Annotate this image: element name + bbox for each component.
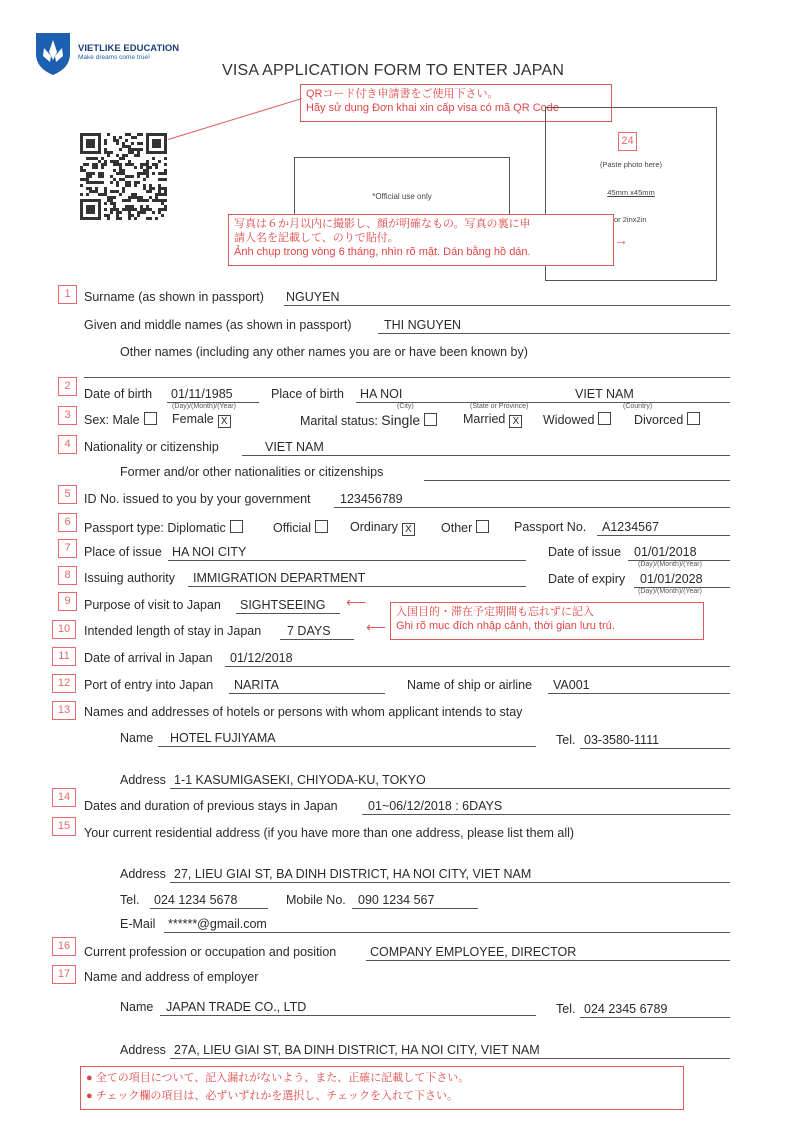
section-number-5: 5 [58, 485, 77, 504]
official-use-label: *Official use only [372, 192, 432, 201]
previous-stays-value[interactable]: 01~06/12/2018 : 6DAYS [368, 799, 503, 813]
female-label [172, 412, 231, 428]
section-number-24: 24 [618, 132, 637, 151]
other-names-underline[interactable] [84, 377, 730, 378]
port-of-entry-label: Port of entry into Japan [84, 678, 214, 692]
widowed-checkbox[interactable] [598, 412, 611, 425]
given-names-underline [378, 333, 730, 334]
ship-airline-label: Name of ship or airline [407, 678, 533, 692]
footer-note-2: ● チェック欄の項目は、必ずいずれかを選択し、チェックを入れて下さい。 [86, 1090, 459, 1102]
section-number-2: 2 [58, 377, 77, 396]
section-number-8: 8 [58, 566, 77, 585]
mobile-label: Mobile No. [286, 893, 346, 907]
stay-length-underline [280, 639, 354, 640]
hotel-address-underline [170, 788, 730, 789]
passport-type-official [273, 520, 328, 535]
photo-size-label: 45mm x45mm [607, 188, 655, 197]
widowed-label: Widowed [543, 413, 595, 427]
qr-code [80, 133, 170, 221]
stay-note-arrow-icon: ⟵ [366, 619, 387, 635]
port-of-entry-underline [229, 693, 385, 694]
qr-note-vi: Hãy sử dụng Đơn khai xin cấp visa có mã QR Code [306, 102, 560, 114]
hotels-label: Names and addresses of hotels or persons with whom applicant intends to stay [84, 705, 523, 719]
photo-note-jp-2: 請人名を記載して、のりで貼付。 [234, 232, 399, 244]
former-nationality-label: Former and/or other nationalities or citizenships [120, 465, 384, 479]
employer-tel-value[interactable]: 024 2345 6789 [584, 1002, 668, 1016]
email-label: E-Mail [120, 917, 156, 931]
arrival-date-underline [225, 666, 730, 667]
purpose-underline [236, 613, 340, 614]
hotel-tel-underline [580, 748, 730, 749]
nationality-value[interactable]: VIET NAM [265, 440, 324, 454]
date-of-issue-value[interactable]: 01/01/2018 [634, 545, 697, 559]
date-of-expiry-label: Date of expiry [548, 572, 626, 586]
mobile-underline [352, 908, 478, 909]
pob-label: Place of birth [271, 387, 344, 401]
hotel-address-value[interactable]: 1-1 KASUMIGASEKI, CHIYODA-KU, TOKYO [174, 773, 426, 787]
qr-note-pointer [168, 98, 302, 140]
residential-tel-underline [150, 908, 268, 909]
employer-name-label: Name [120, 1000, 154, 1014]
place-of-issue-label: Place of issue [84, 545, 162, 559]
arrival-date-value[interactable]: 01/12/2018 [230, 651, 293, 665]
passport-no-value[interactable]: A1234567 [602, 520, 660, 534]
female-checkbox[interactable]: X [218, 415, 231, 428]
stay-length-label: Intended length of stay in Japan [84, 624, 262, 638]
given-names-label: Given and middle names (as shown in passport) [84, 318, 352, 332]
passport-type-other [441, 520, 489, 535]
sex-male-label [84, 412, 157, 427]
marital-label-text: Marital status: [300, 414, 378, 428]
pob-country-value[interactable]: VIET NAM [575, 387, 634, 401]
employer-tel-label: Tel. [556, 1002, 576, 1016]
purpose-note [390, 602, 704, 640]
employer-name-value[interactable]: JAPAN TRADE CO., LTD [166, 1000, 307, 1014]
official-label: Official [273, 521, 311, 535]
id-number-label: ID No. issued to you by your government [84, 492, 311, 506]
section-number-13: 13 [52, 701, 76, 720]
nationality-label: Nationality or citizenship [84, 440, 219, 454]
purpose-note-vi: Ghi rõ mục đích nhập cảnh, thời gian lưu trú. [396, 620, 615, 632]
date-of-issue-label: Date of issue [548, 545, 621, 559]
section-number-4: 4 [58, 435, 77, 454]
issuing-authority-value[interactable]: IMMIGRATION DEPARTMENT [193, 571, 366, 585]
passport-type-label: Passport type: Diplomatic [84, 521, 226, 535]
issuing-authority-label: Issuing authority [84, 571, 176, 585]
footer-notes [80, 1066, 684, 1110]
id-number-underline [334, 507, 730, 508]
section-number-14: 14 [52, 788, 76, 807]
divorced-label: Divorced [634, 413, 684, 427]
email-underline [164, 932, 730, 933]
profession-value[interactable]: COMPANY EMPLOYEE, DIRECTOR [370, 945, 577, 959]
ship-airline-underline [548, 693, 730, 694]
passport-type-diplomatic [84, 520, 243, 535]
hotel-address-label: Address [120, 773, 166, 787]
surname-value[interactable]: NGUYEN [286, 290, 340, 304]
dob-hint: (Day)/(Month)/(Year) [172, 403, 236, 410]
section-number-7: 7 [58, 539, 77, 558]
id-number-value[interactable]: 123456789 [340, 492, 403, 506]
passport-type-ordinary [350, 520, 415, 536]
passport-no-underline [597, 535, 730, 536]
section-number-12: 12 [52, 674, 76, 693]
employer-label: Name and address of employer [84, 970, 259, 984]
single-label: Single [381, 412, 421, 428]
date-of-issue-hint: (Day)/(Month)/(Year) [638, 561, 702, 568]
employer-name-underline [160, 1015, 536, 1016]
other-label: Other [441, 521, 473, 535]
place-of-issue-value[interactable]: HA NOI CITY [172, 545, 247, 559]
section-number-9: 9 [58, 592, 77, 611]
diplomatic-checkbox[interactable] [230, 520, 243, 533]
section-number-16: 16 [52, 937, 76, 956]
residential-address-label: Your current residential address (if you have more than one address, please list them all) [84, 826, 575, 840]
purpose-label: Purpose of visit to Japan [84, 598, 221, 612]
city-hint: (City) [397, 403, 414, 410]
photo-note-arrow-icon: → [614, 232, 628, 248]
country-hint: (Country) [623, 403, 653, 410]
footer-note-1: ● 全ての項目について、記入漏れがないよう、また、正確に記載して下さい。 [86, 1072, 470, 1084]
photo-paste-label: (Paste photo here) [599, 160, 663, 169]
mobile-value[interactable]: 090 1234 567 [358, 893, 435, 907]
ordinary-label: Ordinary [350, 520, 398, 534]
photo-size-alt-label: or 2inx2in [614, 215, 647, 224]
official-checkbox[interactable] [315, 520, 328, 533]
brand-logo [34, 30, 72, 76]
employer-tel-underline [580, 1017, 730, 1018]
residential-address-underline [170, 882, 730, 883]
purpose-note-jp: 入国目的・滞在予定期間も忘れずに記入 [396, 606, 594, 618]
dob-label: Date of birth [84, 387, 153, 401]
other-checkbox[interactable] [476, 520, 489, 533]
arrival-date-label: Date of arrival in Japan [84, 651, 213, 665]
widowed-option [543, 412, 611, 427]
section-number-10: 10 [52, 620, 76, 639]
employer-address-underline [170, 1058, 730, 1059]
married-label: Married [463, 412, 506, 426]
marital-status-label [300, 412, 437, 428]
date-of-expiry-value[interactable]: 01/01/2028 [640, 572, 703, 586]
employer-address-label: Address [120, 1043, 166, 1057]
dob-value[interactable]: 01/11/1985 [171, 387, 233, 401]
profession-underline [366, 960, 730, 961]
married-checkbox[interactable]: X [509, 415, 522, 428]
previous-stays-label: Dates and duration of previous stays in Japan [84, 799, 338, 813]
employer-address-value[interactable]: 27A, LIEU GIAI ST, BA DINH DISTRICT, HA NOI CITY, VIET NAM [174, 1043, 540, 1057]
purpose-note-arrow-icon: ⟵ [346, 594, 367, 610]
hotel-tel-label: Tel. [556, 733, 576, 747]
photo-note-jp-1: 写真は６か月以内に撮影し、顔が明確なもの。写真の裏に申 [234, 218, 531, 230]
brand-name: VIETLIKE EDUCATION [78, 43, 180, 54]
state-hint: (State or Province) [470, 403, 529, 410]
surname-underline [284, 305, 730, 306]
email-value[interactable]: ******@gmail.com [168, 917, 267, 931]
section-number-17: 17 [52, 965, 76, 984]
residential-tel-label: Tel. [120, 893, 140, 907]
previous-stays-underline [362, 814, 730, 815]
shield-icon [34, 30, 72, 76]
single-checkbox[interactable] [424, 413, 437, 426]
brand-slogan: Make dreams come true! [78, 54, 150, 61]
section-number-1: 1 [58, 285, 77, 304]
passport-no-label: Passport No. [514, 520, 587, 534]
section-number-3: 3 [58, 406, 77, 425]
residential-address-value[interactable]: 27, LIEU GIAI ST, BA DINH DISTRICT, HA NOI CITY, VIET NAM [174, 867, 532, 881]
hotel-tel-value[interactable]: 03-3580-1111 [584, 733, 660, 747]
ordinary-checkbox[interactable]: X [402, 523, 415, 536]
hotel-name-value[interactable]: HOTEL FUJIYAMA [170, 731, 276, 745]
issuing-authority-underline [188, 586, 526, 587]
divorced-option [634, 412, 700, 427]
photo-note [228, 214, 614, 266]
place-of-issue-underline [168, 560, 526, 561]
divorced-checkbox[interactable] [687, 412, 700, 425]
profession-label: Current profession or occupation and position [84, 945, 337, 959]
ship-airline-value[interactable]: VA001 [553, 678, 590, 692]
pob-city-value[interactable]: HA NOI [360, 387, 403, 401]
former-nationality-underline[interactable] [424, 480, 730, 481]
date-of-expiry-hint: (Day)/(Month)/(Year) [638, 588, 702, 595]
qr-note-jp: QRコード付き申請書をご使用下さい。 [306, 88, 499, 100]
nationality-underline [242, 455, 730, 456]
section-number-11: 11 [52, 647, 76, 666]
residential-address-label-2: Address [120, 867, 166, 881]
sex-label-text: Sex: Male [84, 413, 140, 427]
residential-tel-value[interactable]: 024 1234 5678 [154, 893, 238, 907]
qr-code-icon [80, 133, 170, 221]
purpose-value[interactable]: SIGHTSEEING [240, 598, 326, 612]
port-of-entry-value[interactable]: NARITA [234, 678, 279, 692]
female-label-text: Female [172, 412, 214, 426]
stay-length-value[interactable]: 7 DAYS [287, 624, 331, 638]
surname-label: Surname (as shown in passport) [84, 290, 264, 304]
hotel-name-label: Name [120, 731, 154, 745]
photo-note-vi: Ảnh chụp trong vòng 6 tháng, nhìn rõ mặt. Dán bằng hồ dán. [234, 246, 531, 258]
given-names-value[interactable]: THI NGUYEN [384, 318, 462, 332]
section-number-6: 6 [58, 513, 77, 532]
section-number-15: 15 [52, 817, 76, 836]
hotel-name-underline [158, 746, 536, 747]
other-names-label: Other names (including any other names you are or have been known by) [120, 345, 528, 359]
form-title: VISA APPLICATION FORM TO ENTER JAPAN [222, 62, 565, 79]
married-option [463, 412, 522, 428]
male-checkbox[interactable] [144, 412, 157, 425]
